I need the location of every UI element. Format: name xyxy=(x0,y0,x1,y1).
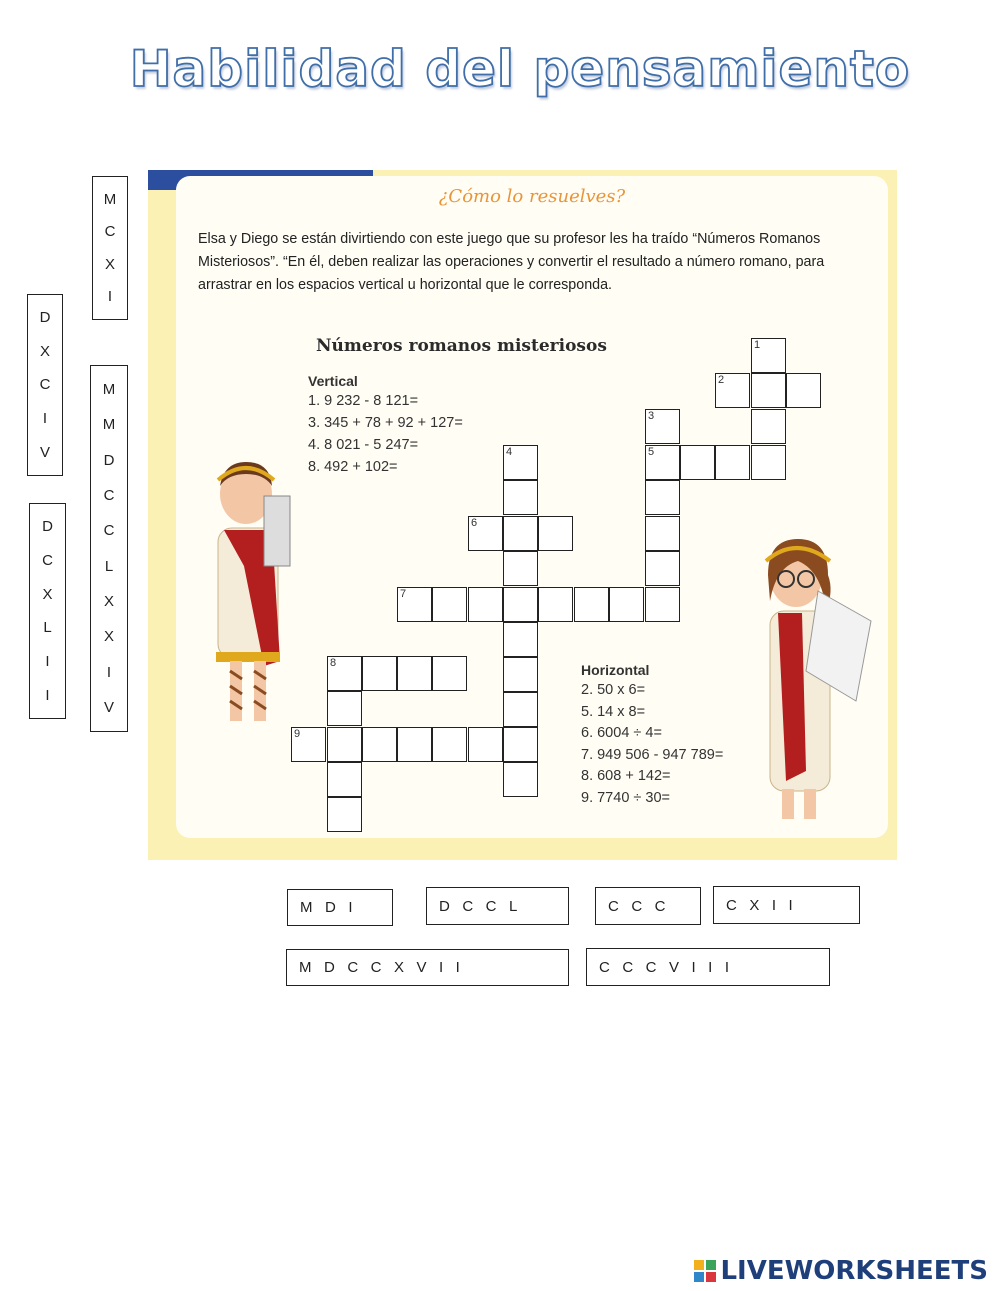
vertical-heading: Vertical xyxy=(308,373,358,389)
crossword-cell[interactable] xyxy=(751,445,786,480)
tile-letter: C xyxy=(103,487,115,505)
tile-letter: X xyxy=(104,255,115,273)
crossword-cell[interactable] xyxy=(751,409,786,444)
tile-letter: D xyxy=(39,309,51,327)
crossword-cell[interactable] xyxy=(503,480,538,515)
tile-letter: V xyxy=(103,698,114,716)
drag-tile-vertical-2[interactable] xyxy=(27,294,63,476)
tile-letter: C xyxy=(39,376,51,394)
tile-letter: X xyxy=(39,342,50,360)
crossword-cell[interactable] xyxy=(609,587,644,622)
drag-tile-horizontal-2[interactable]: D C C L xyxy=(426,887,569,925)
crossword-cell[interactable] xyxy=(680,445,715,480)
vertical-clue: 8. 492 + 102= xyxy=(308,459,398,475)
drag-tile-horizontal-5[interactable]: M D C C X V I I xyxy=(286,949,569,986)
horizontal-clue: 9. 7740 ÷ 30= xyxy=(581,790,670,806)
crossword-cell[interactable] xyxy=(715,445,750,480)
drag-tile-horizontal-6[interactable]: C C C V I I I xyxy=(586,948,830,986)
crossword-cell[interactable] xyxy=(468,587,503,622)
crossword-cell[interactable] xyxy=(503,692,538,727)
page-title: Habilidad del pensamiento xyxy=(129,40,911,98)
panel-heading: ¿Cómo lo resuelves? xyxy=(438,186,626,207)
crossword-cell[interactable]: 9 xyxy=(291,727,326,762)
crossword-cell[interactable]: 6 xyxy=(468,516,503,551)
tile-letter: I xyxy=(106,663,112,681)
horizontal-clue: 5. 14 x 8= xyxy=(581,704,646,720)
vertical-clue: 1. 9 232 - 8 121= xyxy=(308,393,419,409)
tile-letter: I xyxy=(42,410,48,428)
tile-letter: I xyxy=(45,686,50,704)
tile-letter: L xyxy=(43,619,52,637)
drag-tile-vertical-1[interactable] xyxy=(92,176,128,320)
crossword-cell[interactable] xyxy=(468,727,503,762)
panel-intro: Elsa y Diego se están divirtiendo con este juego que su profesor les ha traído “Números Romanos Misteriosos”. “En él, deben realizar las operaciones y convertir el resultado a número romano, para arrastrar en los espacios vertical u horizontal que le corresponda. xyxy=(198,231,825,293)
tile-letter: X xyxy=(103,628,114,646)
crossword-cell[interactable] xyxy=(503,587,538,622)
vertical-clue: 3. 345 + 78 + 92 + 127= xyxy=(308,415,463,431)
crossword-cell[interactable] xyxy=(432,587,467,622)
crossword-cell[interactable] xyxy=(503,551,538,586)
diego-illustration xyxy=(184,456,314,746)
crossword-cell[interactable] xyxy=(503,516,538,551)
crossword-cell[interactable] xyxy=(645,516,680,551)
liveworksheets-logo xyxy=(694,1256,988,1286)
crossword-cell[interactable] xyxy=(327,691,362,726)
tile-letter: D xyxy=(42,518,53,536)
crossword-cell[interactable]: 8 xyxy=(327,656,362,691)
crossword-cell[interactable] xyxy=(397,656,432,691)
puzzle-title: Números romanos misteriosos xyxy=(316,336,607,356)
tile-letter: M xyxy=(103,190,117,208)
crossword-cell[interactable] xyxy=(645,480,680,515)
drag-tile-horizontal-1[interactable]: M D I xyxy=(287,889,393,926)
drag-tile-horizontal-4[interactable]: C X I I xyxy=(713,886,860,924)
vertical-clue: 4. 8 021 - 5 247= xyxy=(308,437,419,453)
drag-tile-horizontal-3[interactable]: C C C xyxy=(595,887,701,925)
elsa-illustration xyxy=(736,531,881,831)
tile-letter: X xyxy=(42,585,53,603)
tile-letter: C xyxy=(42,551,53,569)
crossword-cell[interactable] xyxy=(503,727,538,762)
crossword-cell[interactable] xyxy=(432,727,467,762)
drag-tile-vertical-3[interactable] xyxy=(90,365,128,732)
tile-letter: C xyxy=(104,223,116,241)
crossword-cell[interactable] xyxy=(645,587,680,622)
crossword-cell[interactable]: 5 xyxy=(645,445,680,480)
crossword-cell[interactable]: 7 xyxy=(397,587,432,622)
liveworksheets-icon xyxy=(694,1260,716,1282)
crossword-cell[interactable] xyxy=(503,622,538,657)
crossword-cell[interactable] xyxy=(432,656,467,691)
tile-letter: I xyxy=(45,652,50,670)
crossword-cell[interactable]: 4 xyxy=(503,445,538,480)
horizontal-clue: 6. 6004 ÷ 4= xyxy=(581,725,662,741)
tile-letter: M xyxy=(102,416,116,434)
crossword-cell[interactable] xyxy=(327,727,362,762)
tile-letter: D xyxy=(103,451,115,469)
crossword-cell[interactable]: 2 xyxy=(715,373,750,408)
drag-tile-vertical-4[interactable] xyxy=(29,503,66,719)
tile-letter: V xyxy=(39,443,50,461)
tile-letter: M xyxy=(102,381,116,399)
crossword-cell[interactable] xyxy=(327,762,362,797)
horizontal-clue: 8. 608 + 142= xyxy=(581,768,671,784)
tile-letter: X xyxy=(103,592,114,610)
crossword-cell[interactable] xyxy=(503,762,538,797)
crossword-cell[interactable] xyxy=(362,656,397,691)
crossword-cell[interactable] xyxy=(327,797,362,832)
horizontal-clue: 2. 50 x 6= xyxy=(581,682,646,698)
crossword-cell[interactable] xyxy=(397,727,432,762)
horizontal-heading: Horizontal xyxy=(581,662,650,678)
crossword-cell[interactable] xyxy=(786,373,821,408)
tile-letter: C xyxy=(103,522,115,540)
crossword-cell[interactable] xyxy=(538,587,573,622)
brand-name: LIVEWORKSHEETS xyxy=(720,1256,988,1286)
crossword-cell[interactable] xyxy=(574,587,609,622)
crossword-cell[interactable] xyxy=(645,551,680,586)
horizontal-clue: 7. 949 506 - 947 789= xyxy=(581,747,724,763)
crossword-cell[interactable] xyxy=(538,516,573,551)
crossword-cell[interactable] xyxy=(362,727,397,762)
tile-letter: I xyxy=(107,288,113,306)
crossword-cell[interactable]: 1 xyxy=(751,338,786,373)
crossword-cell[interactable] xyxy=(503,657,538,692)
crossword-cell[interactable] xyxy=(751,373,786,408)
crossword-cell[interactable]: 3 xyxy=(645,409,680,444)
tile-letter: L xyxy=(104,557,114,575)
